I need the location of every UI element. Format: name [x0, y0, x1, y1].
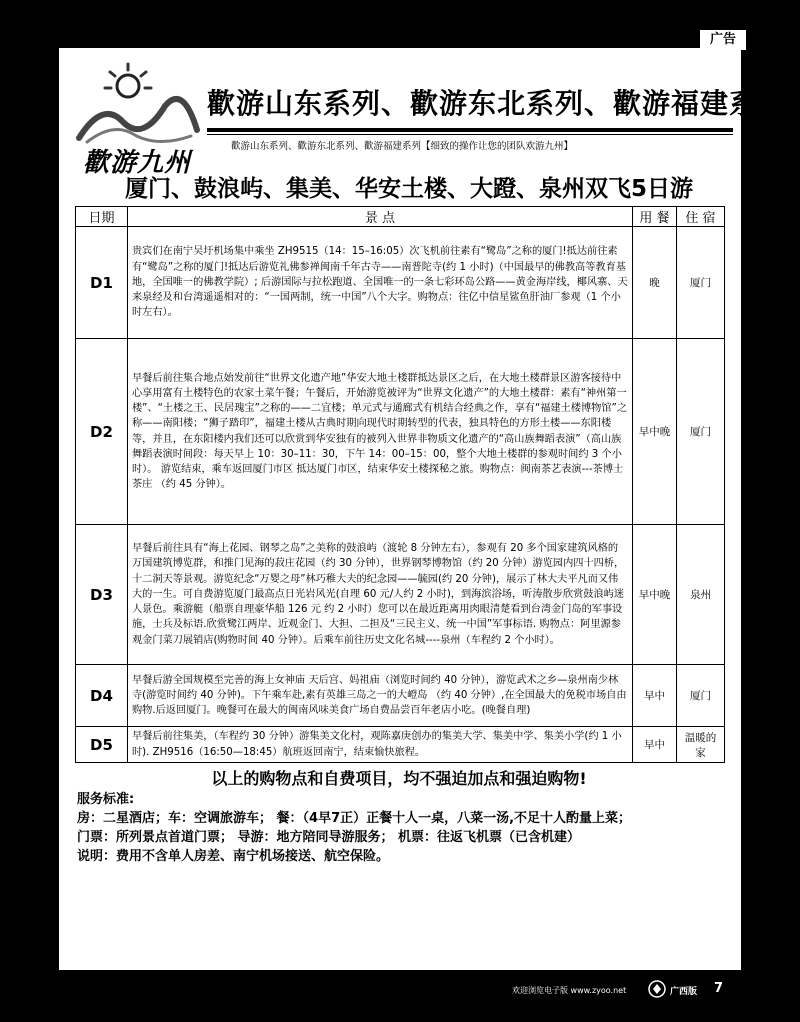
contact-line: 广西负责人：陆贞贞13481038977、13471173175 MSN：bellydance520@hotmail.com	[77, 872, 676, 887]
itinerary-table	[75, 206, 725, 763]
route-title: 厦门、鼓浪屿、集美、华安土楼、大蹬、泉州双飞5日游	[124, 176, 693, 202]
desc-cell: 早餐后前往集美，（车程约 30 分钟）游集美文化村，观陈嘉庚创办的集美大学、集美中学、集美小学(约 1 小时). ZH9516（16:50—18:45）航班返回南宁，结束愉快旅程。	[128, 727, 633, 763]
logo	[73, 60, 203, 176]
stay-cell: 泉州	[677, 525, 725, 665]
day-cell: D1	[76, 227, 128, 339]
contact-line: 计 调：梁甜18777168300、谢立丽18777168200、颜芳18777168500	[77, 923, 543, 938]
service-line: 门票：所列景点首道门票； 导游：地方陪同导游服务； 机票：往返飞机票（已含机建）	[77, 830, 581, 845]
contact-line: 办 公 电 话：0771-2854020、5650584、2586567 传 真：0771-2854020	[77, 940, 574, 955]
table-row	[76, 525, 725, 665]
header-stay: 住 宿	[677, 207, 725, 227]
desc-cell: 早餐后游全国规模至完善的海上女神庙 天后宫、妈祖庙（浏览时间约 40 分钟），游览武术之乡—泉州南少林寺(游览时间约 40 分钟)。下午乘车赴,素有英雄三岛之一的大嶝岛 （约 40 分钟）,在全国最大的免税市场自由购物.后返回厦门。晚餐可在最大的闽南风味美食广场自费品尝百年老店小吃。(晚餐自理)	[128, 665, 633, 727]
series-title: 歡游山东系列、歡游东北系列、歡游福建系列	[207, 87, 788, 120]
header-day: 日期	[76, 207, 128, 227]
day-cell: D5	[76, 727, 128, 763]
table-row	[76, 339, 725, 525]
contact-block	[59, 868, 741, 972]
meal-cell: 早中	[633, 727, 677, 763]
logo-text: 歡游九州	[83, 148, 192, 178]
footer-edition: 广西版	[670, 987, 698, 997]
header-desc: 景 点	[128, 207, 633, 227]
desc-cell: 早餐后前往集合地点始发前往“世界文化遗产地”华安大地土楼群抵达景区之后，在大地土楼群景区游客接待中心享用富有土楼特色的农家土菜午餐；午餐后，开始游览被评为“世界文化遗产”的大地土楼群：素有“神州第一楼”、“土楼之王、民居瑰宝”之称的——二宜楼；单元式与通廊式有机结合经典之作，享有“福建土楼博物馆”之称——南阳楼；“狮子踏印”，福建土楼从古典时期向现代时期转型的代表，独具特色的方形土楼——东阳楼等，并且，在东阳楼内我们还可以欣赏到华安独有的被列入世界非物质文化遗产的“高山族舞蹈表演”（高山族舞蹈表演时间段：每天早上 10：30–11：30，下午 14：00–15：00，整个大地土楼群的参观时间约 3 个小时）。 游览结束，乘车返回厦门市区 抵达厦门市区，结束华安土楼探秘之旅。购物点：闽南茶艺表演---茶博士茶庄 （约 45 分钟）。	[128, 339, 633, 525]
header-divider	[207, 128, 733, 132]
table-row	[76, 227, 725, 339]
meal-cell: 晚	[633, 227, 677, 339]
day-cell: D2	[76, 339, 128, 525]
service-line: 说明：费用不含单人房差、南宁机场接送、航空保险。	[77, 849, 390, 864]
table-row	[76, 665, 725, 727]
ad-page	[59, 48, 788, 970]
service-line: 房：二星酒店；车：空调旅游车； 餐：（4早7正）正餐十人一桌，八菜一汤,不足十人酌量上菜；	[77, 811, 632, 826]
header-meal: 用 餐	[633, 207, 677, 227]
emblem-icon	[648, 980, 666, 998]
shopping-notice: 以上的购物点和自费项目，均不强迫加点和强迫购物!	[211, 769, 587, 788]
contact-line: 东北工作QQ：61374849、179652067、980869448、997482697 财务：韦妙	[77, 889, 597, 904]
table-header-row	[76, 207, 725, 227]
stay-cell: 厦门	[677, 339, 725, 525]
meal-cell: 早中	[633, 665, 677, 727]
page-number: 7	[714, 981, 724, 996]
stay-cell: 温暖的家	[677, 727, 725, 763]
contact-line: 地 址：南宁市新民路40号广西国旅风情旅游部	[77, 957, 351, 972]
footer-site-text: 欢迎浏览电子版 www.zyoo.net	[512, 986, 627, 995]
service-title: 服务标准:	[77, 792, 135, 807]
logo-sun-mountain-icon	[73, 60, 203, 150]
desc-cell: 贵宾们在南宁吴圩机场集中乘坐 ZH9515（14：15–16:05）次飞机前往素有“鹭岛”之称的厦门!抵达前往素有“鹭岛”之称的厦门!抵达后游览礼佛参禅闽南千年古寺——南普陀寺(约 1 小时)（中国最早的佛教高等教育基地，全国唯一的佛教学院）; 后游国际与拉松跑道、全国唯一的一条七彩环岛公路——黄金海岸线，椰风寨、天来泉经及和台湾遥遥相对的：“一国两制，统一中国”八个大字。购物点：往亿中信星鲨鱼肝油厂参观（1 个小时左右）。	[128, 227, 633, 339]
desc-cell: 早餐后前往具有“海上花园、钢琴之岛”之美称的鼓浪屿（渡轮 8 分钟左右），参观有 20 多个国家建筑风格的万国建筑博览群，和推门见海的菽庄花园（约 30 分钟），世界钢琴博物馆（约 20 分钟）游览园内四十四桥，十二洞天等景观。游览纪念“万婴之母”林巧稚大夫的纪念园——毓园(约 20 分钟)，展示了林大夫平凡而又伟大的一生。可自费游览厦门最高点日光岩风光(自理 60 元/人约 2 小时)，到海滨浴场，听涛散步欣赏鼓浪屿迷人景色。乘游艇（船票自理豪华船 126 元 约 2 小时）您可以在最近距离用肉眼清楚看到台湾金门岛的军事设施，士兵及标语.欣赏鹭江两岸、近观金门、大担、二担及“三民主义、统一中国”军事标语. 购物点：阿里源参观金门菜刀展销店(购物时间 40 分钟）。后乘车前往历史文化名城----泉州（车程约 2 个小时）。	[128, 525, 633, 665]
day-cell: D4	[76, 665, 128, 727]
contact-line: 福建工作QQ：814320458、1165075596、410074014、153011301	[77, 906, 545, 921]
stay-cell: 厦门	[677, 665, 725, 727]
day-cell: D3	[76, 525, 128, 665]
meal-cell: 早中晚	[633, 525, 677, 665]
ad-tag: 广告	[700, 30, 746, 50]
meal-cell: 早中晚	[633, 339, 677, 525]
stay-cell: 厦门	[677, 227, 725, 339]
series-subtitle: 歡游山东系列、歡游东北系列、歡游福建系列【细致的操作让您的团队欢游九州】	[231, 141, 574, 152]
table-row	[76, 727, 725, 763]
header-divider-thin	[207, 134, 733, 135]
